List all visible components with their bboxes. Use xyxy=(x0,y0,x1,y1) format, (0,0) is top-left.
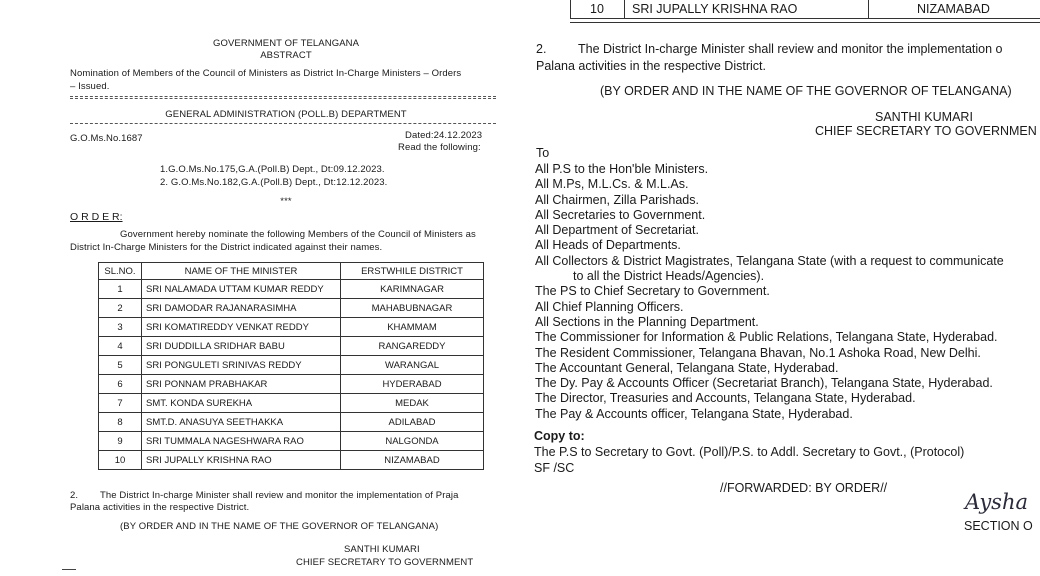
cell-name: SRI KOMATIREDDY VENKAT REDDY xyxy=(142,318,341,337)
government-heading: GOVERNMENT OF TELANGANA xyxy=(212,38,360,49)
dated: Dated:24.12.2023 xyxy=(405,130,483,141)
cell-district: KHAMMAM xyxy=(341,318,484,337)
by-order-line: (BY ORDER AND IN THE NAME OF THE GOVERNOR OF TELANGANA) xyxy=(120,521,439,532)
department-heading: GENERAL ADMINISTRATION (POLL.B) DEPARTMENT xyxy=(165,109,407,120)
cell-sl: 5 xyxy=(99,356,142,375)
recipient-item: The Resident Commissioner, Telangana Bhavan, No.1 Ashoka Road, New Delhi. xyxy=(535,345,981,360)
paragraph-2-number: 2. xyxy=(70,490,79,501)
recipient-item: All Chief Planning Officers. xyxy=(535,299,684,314)
table-border xyxy=(570,18,1040,19)
cell-sl: 3 xyxy=(99,318,142,337)
cell-district: MEDAK xyxy=(341,394,484,413)
cell-sl: 8 xyxy=(99,413,142,432)
cell-sl: 1 xyxy=(99,280,142,299)
recipient-item: All P.S to the Hon'ble Ministers. xyxy=(535,162,709,176)
reference-2: 2. G.O.Ms.No.182,G.A.(Poll.B) Dept., Dt:12.12.2023. xyxy=(160,177,388,188)
recipient-item: The Director, Treasuries and Accounts, Telangana State, Hyderabad. xyxy=(535,391,916,406)
signatory-name: SANTHI KUMARI xyxy=(344,544,420,555)
paragraph-2-line-1: The District In-charge Minister shall review and monitor the implementation of Praja xyxy=(100,490,459,501)
recipient-item: The Accountant General, Telangana State, Hyderabad. xyxy=(535,360,839,375)
recipient-item: The Commissioner for Information & Public Relations, Telangana State, Hyderabad. xyxy=(535,330,998,345)
handwritten-signature: Aysha xyxy=(965,490,1028,514)
cell-name: SRI DUDDILLA SRIDHAR BABU xyxy=(142,337,341,356)
reference-1: 1.G.O.Ms.No.175,G.A.(Poll.B) Dept., Dt:09.12.2023. xyxy=(160,164,385,175)
cell-name: SRI JUPALLY KRISHNA RAO xyxy=(142,451,341,470)
cell-name: SMT.D. ANASUYA SEETHAKKA xyxy=(142,413,341,432)
cell-district: MAHABUBNAGAR xyxy=(341,299,484,318)
cell-name: SRI TUMMALA NAGESHWARA RAO xyxy=(142,432,341,451)
cell-district: NIZAMABAD xyxy=(341,451,484,470)
cell-sl: 10 xyxy=(590,2,604,16)
column-header-sl: SL.NO. xyxy=(99,263,142,280)
footer-mark xyxy=(62,569,76,570)
abstract-heading: ABSTRACT xyxy=(260,50,312,61)
recipient-item: The Pay & Accounts officer, Telangana State, Hyderabad. xyxy=(535,406,853,421)
recipient-item: to all the District Heads/Agencies). xyxy=(573,269,765,284)
table-border xyxy=(624,0,625,18)
table-header-row xyxy=(99,263,484,280)
forwarded-by-order: //FORWARDED: BY ORDER// xyxy=(720,481,888,495)
column-header-name: NAME OF THE MINISTER xyxy=(142,263,341,280)
by-order-line: (BY ORDER AND IN THE NAME OF THE GOVERNOR OF TELANGANA) xyxy=(600,84,1012,98)
recipient-list xyxy=(535,162,1035,422)
subject-line-2: – Issued. xyxy=(70,81,110,92)
table-row xyxy=(99,432,484,451)
cell-name: SRI JUPALLY KRISHNA RAO xyxy=(632,2,798,16)
recipient-item: All Department of Secretariat. xyxy=(535,223,699,238)
table-row xyxy=(99,375,484,394)
paragraph-2-line-2: Palana activities in the respective District. xyxy=(536,59,766,73)
table-row xyxy=(99,280,484,299)
cell-name: SRI PONGULETI SRINIVAS REDDY xyxy=(142,356,341,375)
recipient-item: All M.Ps, M.L.Cs. & M.L.As. xyxy=(535,177,689,192)
table-border xyxy=(570,0,571,18)
recipient-item: All Collectors & District Magistrates, Telangana State (with a request to communicate xyxy=(535,253,1004,268)
paragraph-2-number: 2. xyxy=(536,42,547,56)
paragraph-2-line-2: Palana activities in the respective District. xyxy=(70,502,250,513)
cell-sl: 10 xyxy=(99,451,142,470)
read-the-following: Read the following: xyxy=(398,142,481,153)
cell-district: NALGONDA xyxy=(341,432,484,451)
cell-sl: 4 xyxy=(99,337,142,356)
department-divider xyxy=(70,123,496,124)
cell-name: SRI NALAMADA UTTAM KUMAR REDDY xyxy=(142,280,341,299)
cell-district: HYDERABAD xyxy=(341,375,484,394)
cell-sl: 9 xyxy=(99,432,142,451)
recipient-item: All Sections in the Planning Department. xyxy=(535,314,759,329)
cell-district: NIZAMABAD xyxy=(917,2,990,16)
table-border xyxy=(570,22,1040,23)
copy-to-line: The P.S to Secretary to Govt. (Poll)/P.S. to Addl. Secretary to Govt., (Protocol) xyxy=(534,445,965,459)
signatory-title: CHIEF SECRETARY TO GOVERNMENT xyxy=(296,557,474,568)
right-document-page xyxy=(512,0,1037,576)
table-border xyxy=(868,0,869,18)
cell-name: SRI DAMODAR RAJANARASIMHA xyxy=(142,299,341,318)
cell-district: WARANGAL xyxy=(341,356,484,375)
table-row xyxy=(99,356,484,375)
cell-sl: 2 xyxy=(99,299,142,318)
left-document-page xyxy=(0,0,512,576)
section-officer-label: SECTION O xyxy=(964,519,1033,533)
recipient-item: All Secretaries to Government. xyxy=(535,207,706,222)
copy-to-label: Copy to: xyxy=(534,429,585,443)
table-row xyxy=(99,451,484,470)
table-row xyxy=(99,299,484,318)
cell-district: KARIMNAGAR xyxy=(341,280,484,299)
table-row xyxy=(99,394,484,413)
recipient-item: The Dy. Pay & Accounts Officer (Secretariat Branch), Telangana State, Hyderabad. xyxy=(535,376,993,391)
to-label: To xyxy=(536,146,550,160)
cell-sl: 7 xyxy=(99,394,142,413)
separator-stars: *** xyxy=(280,196,292,207)
cell-sl: 6 xyxy=(99,375,142,394)
recipient-item: All Heads of Departments. xyxy=(535,238,681,253)
order-paragraph-line-1: Government hereby nominate the following Members of the Council of Ministers as xyxy=(120,229,476,240)
table-row xyxy=(99,318,484,337)
header-divider-2 xyxy=(70,98,496,99)
signatory-name: SANTHI KUMARI xyxy=(875,110,973,124)
table-row xyxy=(99,413,484,432)
cell-district: RANGAREDDY xyxy=(341,337,484,356)
go-number: G.O.Ms.No.1687 xyxy=(70,133,143,144)
paragraph-2-line-1: The District In-charge Minister shall review and monitor the implementation o xyxy=(578,42,1003,56)
cell-name: SMT. KONDA SUREKHA xyxy=(142,394,341,413)
cell-name: SRI PONNAM PRABHAKAR xyxy=(142,375,341,394)
column-header-district: ERSTWHILE DISTRICT xyxy=(341,263,484,280)
ministers-table xyxy=(98,262,484,470)
table-row-continued xyxy=(570,0,1040,27)
subject-line-1: Nomination of Members of the Council of Ministers as District In-Charge Ministers – Orders xyxy=(70,68,462,79)
order-paragraph-line-2: District In-Charge Ministers for the District indicated against their names. xyxy=(70,242,383,253)
table-row xyxy=(99,337,484,356)
recipient-item: The PS to Chief Secretary to Government. xyxy=(535,284,770,299)
header-divider xyxy=(70,96,496,97)
signatory-title: CHIEF SECRETARY TO GOVERNMEN xyxy=(815,124,1037,138)
order-heading: O R D E R: xyxy=(70,211,123,223)
recipient-item: All Chairmen, Zilla Parishads. xyxy=(535,192,699,207)
sf-sc: SF /SC xyxy=(534,461,575,475)
cell-district: ADILABAD xyxy=(341,413,484,432)
